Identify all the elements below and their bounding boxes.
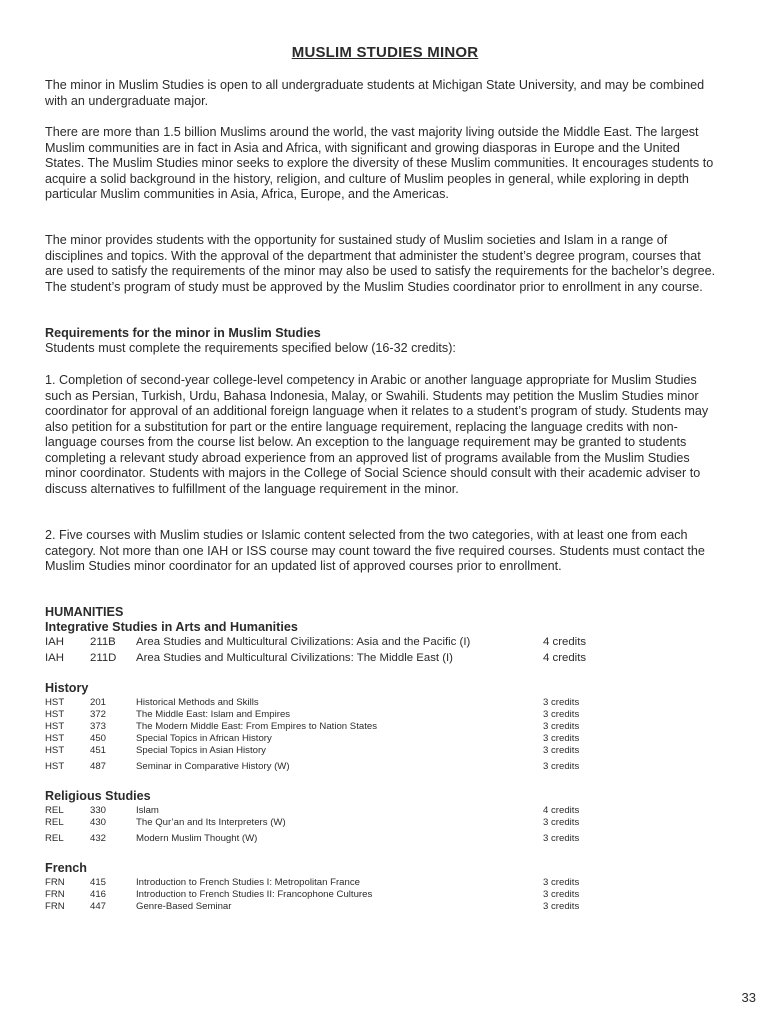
course-dept: FRN [45,901,65,912]
course-number: 451 [90,745,107,756]
course-row [45,745,725,758]
background-paragraph: There are more than 1.5 billion Muslims around the world, the vast majority living outside the Middle East. The largest Muslim communities are in fact in Asia and Africa, with significant and growing diasporas in Europe and the United States. The Muslim Studies minor seeks to explore the diversity of these Muslim communities. It encourages students to acquire a solid background in the history, religion, and culture of Muslim peoples in general, while exploring in depth particular Muslim communities in Asia, Africa, Europe, and the Americas. [45,125,714,201]
course-title: Special Topics in African History [136,733,272,744]
opportunity-paragraph: The minor provides students with the opportunity for sustained study of Muslim societies and Islam in a range of disciplines and topics. With the approval of the department that administer the student’s degree program, courses that are used to satisfy the requirements of the minor may also be used to satisfy the requirements for the bachelor’s degree. The student’s program of study must be approved by the Muslim Studies coordinator prior to enrollment in any course. [45,233,716,294]
course-title: Modern Muslim Thought (W) [136,833,258,844]
course-credits: 4 credits [543,805,580,816]
course-row [45,761,725,774]
course-title: Seminar in Comparative History (W) [136,761,290,772]
course-credits: 3 credits [543,709,580,720]
course-title: Area Studies and Multicultural Civilizations: Asia and the Pacific (I) [136,636,471,648]
humanities-heading: HUMANITIES [45,605,124,619]
course-dept: FRN [45,889,65,900]
course-row [45,901,725,914]
course-dept: HST [45,761,65,772]
course-row [45,833,725,846]
course-number: 373 [90,721,107,732]
course-row [45,817,725,830]
course-title: Introduction to French Studies I: Metropolitan France [136,877,360,888]
course-dept: HST [45,709,65,720]
intro-paragraph: The minor in Muslim Studies is open to all undergraduate students at Michigan State University, and may be combined with an undergraduate major. [45,78,705,108]
course-dept: REL [45,817,64,828]
course-dept: REL [45,805,64,816]
iah-subheading: Integrative Studies in Arts and Humanities [45,620,298,634]
course-row [45,651,725,664]
course-number: 432 [90,833,107,844]
course-dept: HST [45,733,65,744]
course-number: 415 [90,877,107,888]
course-dept: REL [45,833,64,844]
requirement-item-1: 1. Completion of second-year college-level competency in Arabic or another language appropriate for Muslim Studies such as Persian, Turkish, Urdu, Bahasa Indonesia, Malay, or Swahili. Students may petition the Muslim Studies minor coordinator for approval of an additional foreign language when it relates to a student’s program of study. Students may also petition for a substitution for part or the entire language requirement, replacing the language credits with non-language courses from the course list below. An exception to the language requirement may be granted to students completing a relevant study abroad experience from an approved list of programs available from the Muslim Studies minor coordinator. Students with majors in the College of Social Science should consult with their academic adviser to discuss alternatives to fulfillment of the language requirement in the minor. [45,373,709,496]
course-title: Genre-Based Seminar [136,901,232,912]
course-credits: 3 credits [543,733,580,744]
course-title: Area Studies and Multicultural Civilizations: The Middle East (I) [136,652,453,664]
course-title: The Modern Middle East: From Empires to Nation States [136,721,378,732]
course-number: 447 [90,901,107,912]
course-credits: 3 credits [543,877,580,888]
course-dept: HST [45,721,65,732]
course-number: 330 [90,805,107,816]
course-number: 211B [90,636,116,648]
course-row [45,635,725,648]
course-number: 430 [90,817,107,828]
page-title: MUSLIM STUDIES MINOR [291,44,479,61]
course-credits: 3 credits [543,721,580,732]
course-credits: 3 credits [543,889,580,900]
course-credits: 3 credits [543,833,580,844]
course-title: Introduction to French Studies II: Francophone Cultures [136,889,373,900]
course-number: 416 [90,889,107,900]
course-dept: HST [45,697,65,708]
course-number: 450 [90,733,107,744]
course-credits: 3 credits [543,817,580,828]
course-title: Special Topics in Asian History [136,745,266,756]
religious-studies-heading: Religious Studies [45,789,151,803]
course-credits: 3 credits [543,745,580,756]
requirements-intro: Students must complete the requirements specified below (16-32 credits): [45,341,456,355]
history-heading: History [45,681,89,695]
french-heading: French [45,861,87,875]
course-credits: 4 credits [543,652,587,664]
requirement-item-2: 2. Five courses with Muslim studies or Islamic content selected from the two categories, with at least one from each category. Not more than one IAH or ISS course may count toward the five required courses. Students must contact the Muslim Studies minor coordinator for an updated list of approved courses prior to enrollment. [45,528,705,573]
course-credits: 3 credits [543,697,580,708]
course-credits: 3 credits [543,761,580,772]
course-number: 201 [90,697,107,708]
course-title: The Qur’an and Its Interpreters (W) [136,817,286,828]
course-dept: HST [45,745,65,756]
course-title: The Middle East: Islam and Empires [136,709,291,720]
course-credits: 3 credits [543,901,580,912]
course-dept: FRN [45,877,65,888]
course-dept: IAH [45,636,64,648]
course-number: 211D [90,652,117,664]
course-credits: 4 credits [543,636,587,648]
course-title: Islam [136,805,159,816]
course-number: 372 [90,709,107,720]
page-number: 33 [741,990,756,1005]
course-number: 487 [90,761,107,772]
requirements-heading: Requirements for the minor in Muslim Studies [45,326,321,340]
course-title: Historical Methods and Skills [136,697,259,708]
course-dept: IAH [45,652,64,664]
